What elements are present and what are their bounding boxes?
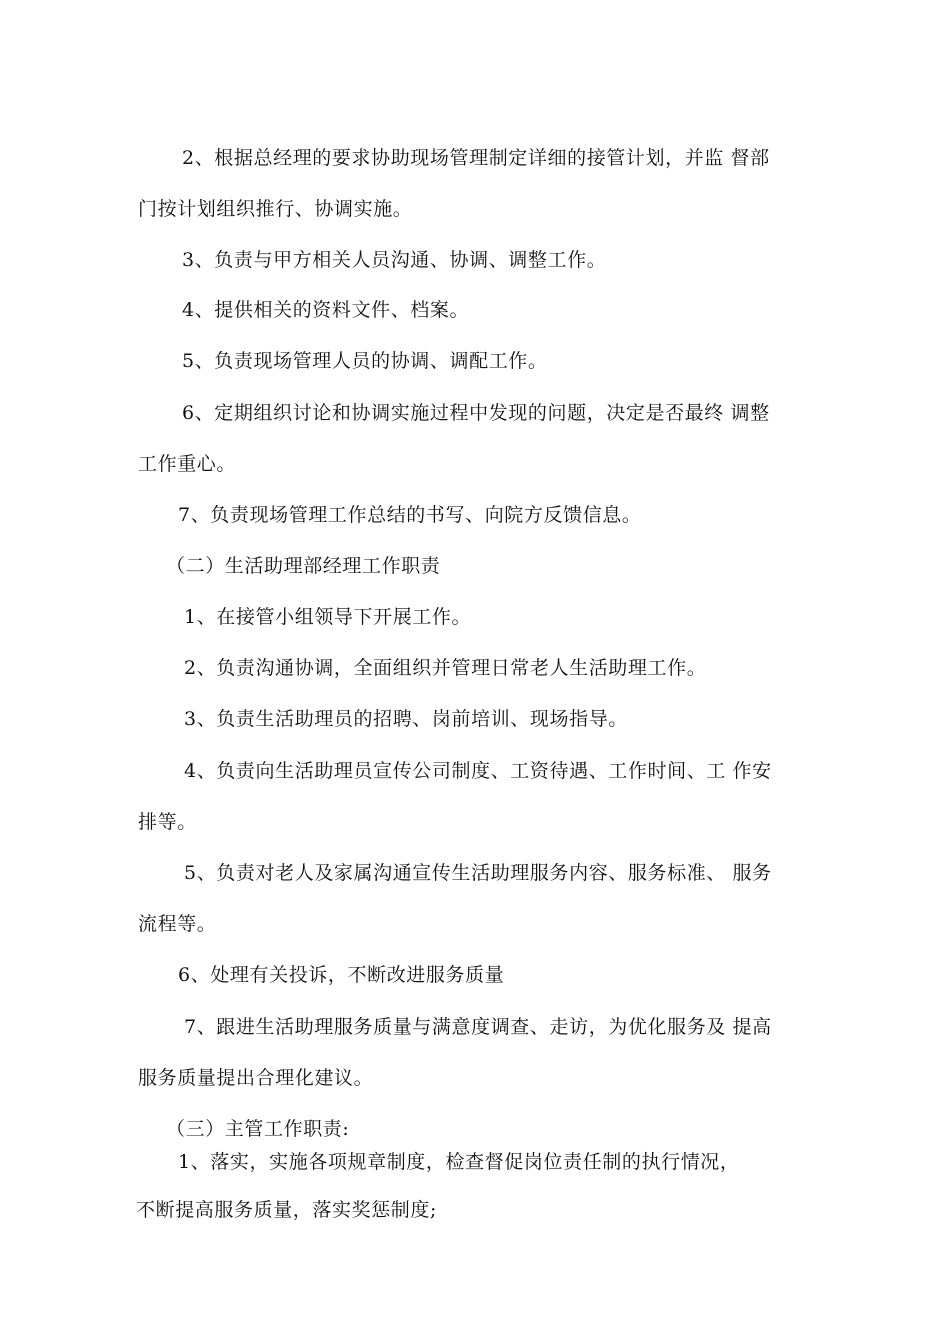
text-line: 1、落实，实施各项规章制度，检查督促岗位责任制的执行情况， [178, 1151, 740, 1173]
text-line: 5、负责对老人及家属沟通宣传生活助理服务内容、服务标准、 服务 [184, 862, 772, 884]
section-heading: （二）生活助理部经理工作职责 [166, 555, 441, 577]
text-line: 4、提供相关的资料文件、档案。 [182, 299, 470, 321]
text-line: 4、负责向生活助理员宣传公司制度、工资待遇、工作时间、工 作安 [184, 760, 772, 782]
text-line: 5、负责现场管理人员的协调、调配工作。 [182, 350, 548, 372]
text-line: 2、根据总经理的要求协助现场管理制定详细的接管计划，并监 督部 [182, 147, 770, 169]
text-line: 不断提高服务质量，落实奖惩制度; [136, 1199, 438, 1221]
section-heading: （三）主管工作职责: [166, 1118, 350, 1140]
text-line: 3、负责与甲方相关人员沟通、协调、调整工作。 [182, 249, 607, 271]
text-line: 1、在接管小组领导下开展工作。 [184, 606, 472, 628]
text-line: 7、负责现场管理工作总结的书写、向院方反馈信息。 [178, 504, 642, 526]
text-line: 流程等。 [138, 913, 217, 935]
text-line: 6、定期组织讨论和协调实施过程中发现的问题，决定是否最终 调整 [182, 402, 770, 424]
text-line: 排等。 [138, 811, 197, 833]
text-line: 服务质量提出合理化建议。 [138, 1067, 374, 1089]
text-line: 6、处理有关投诉，不断改进服务质量 [178, 964, 505, 986]
text-line: 3、负责生活助理员的招聘、岗前培训、现场指导。 [184, 708, 628, 730]
text-line: 门按计划组织推行、协调实施。 [138, 198, 413, 220]
text-line: 7、跟进生活助理服务质量与满意度调查、走访，为优化服务及 提高 [184, 1016, 772, 1038]
text-line: 工作重心。 [138, 453, 237, 475]
text-line: 2、负责沟通协调，全面组织并管理日常老人生活助理工作。 [184, 657, 707, 679]
